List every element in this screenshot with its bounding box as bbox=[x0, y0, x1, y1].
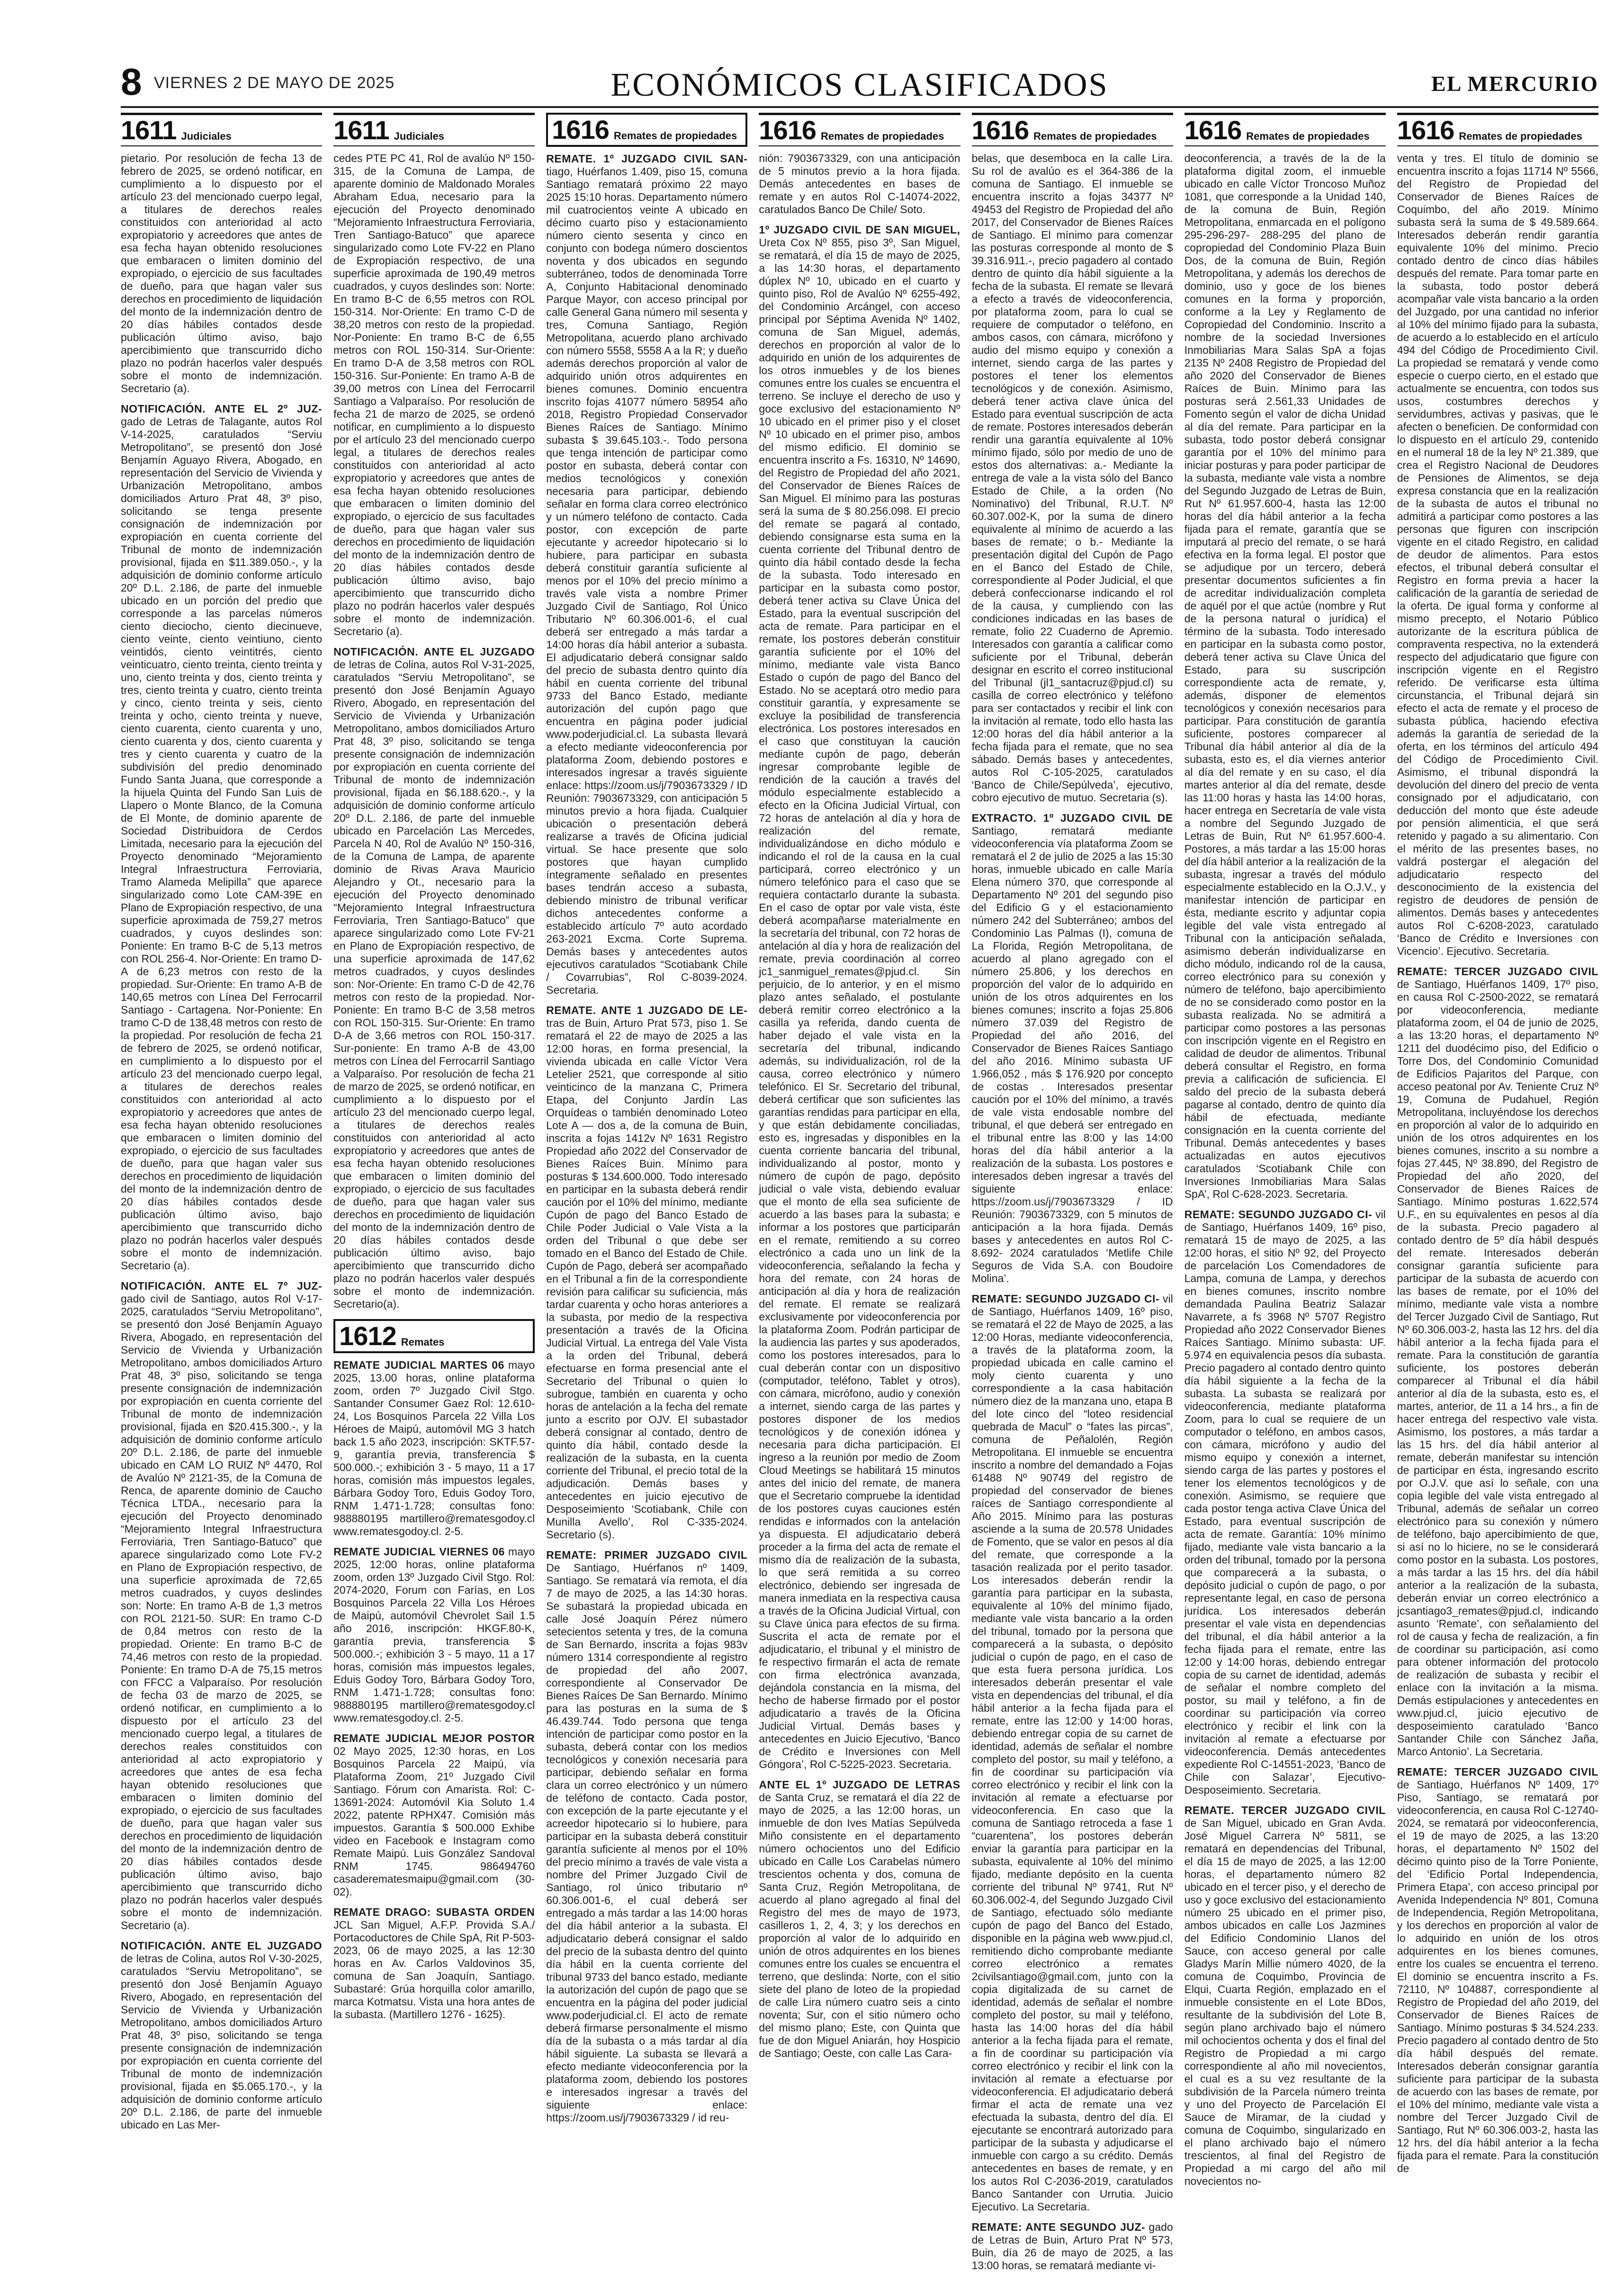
page-number: 8 bbox=[121, 61, 142, 103]
classified-ad bbox=[333, 1359, 535, 1538]
section-header bbox=[972, 113, 1173, 146]
section-header-remates bbox=[333, 1319, 535, 1353]
ad-body: cedes PTE PC 41, Rol de avalúo Nº 150-315, de la Comuna de Lampa, de aparente dominio de Maldonado Morales Abraham Edua, necesario para la ejecución del Proyecto denominado “Mejoramiento Infraestructura Ferroviaria, Tren Santiago-Batuco” que aparece singularizado como Lote FV-22 en Plano de Expropiación respectivo, de una superficie aproximada de 190,49 metros cuadrados, y cuyos deslindes son: Norte: En tramo B-C de 6,55 metros con ROL 150-314. Nor-Oriente: En tramo C-D de 38,20 metros con resto de la propiedad. Nor-Poniente: En tramo B-C de 6,55 metros con ROL 150-314. Sur-Oriente: En tramo D-A de 3,58 metros con ROL 150-316. Sur-Poniente: En tramo A-B de 39,00 metros con Línea del Ferrocarril Santiago a Valparaíso. Por resolución de fecha 21 de marzo de 2025, se ordenó notificar, en cumplimiento a lo dispuesto por el artículo 23 del mencionado cuerpo legal, a titulares de derechos reales constituidos con anterioridad al acto expropiatorio y acreedores que antes de esa fecha hayan obtenido resoluciones que embaracen o limiten dominio del expropiado, o ejercicio de sus facultades de dueño, para que hagan valer sus derechos en procedimiento de liquidación del monto de la indemnización dentro de 20 días hábiles contados desde publicación último aviso, bajo apercibimiento que transcurrido dicho plazo no podrán hacerlos valer después sobre el monto de indemnización. Secretario (a). bbox=[333, 152, 535, 638]
section-label: Judiciales bbox=[181, 130, 232, 142]
section-label: Remates de propiedades bbox=[1246, 130, 1370, 142]
column-5 bbox=[971, 113, 1173, 2272]
section-header bbox=[1397, 113, 1598, 146]
classified-ad bbox=[972, 2221, 1173, 2272]
section-number: 1616 bbox=[971, 115, 1029, 145]
newspaper-brand: EL MERCURIO bbox=[1431, 72, 1598, 96]
section-label: Remates de propiedades bbox=[613, 130, 737, 142]
ad-body: venta y tres. El título de dominio se encuentra inscrito a fojas 11714 Nº 5566, del Registro de Propiedad del Conservador de Bienes Raíces de Coquimbo, del año 2019. Mínimo subasta será la suma de $ 49.589.664. Interesados deberán rendir garantía equivalente 10% del mínimo. Precio contado dentro de cinco días hábiles después del remate. Para tomar parte en la subasta, todo postor deberá acompañar vale vista bancario a la orden del Juzgado, por una cantidad no inferior al 10% del mínimo fijado para la subasta, de acuerdo a lo establecido en el artículo 494 del Código de Procedimiento Civil. La propiedad se rematará y vende como especie o cuerpo cierto, en el estado que actualmente se encuentra, con todos sus usos, costumbres derechos y servidumbres, activas y pasivas, que le afecten o beneficien. De conformidad con lo dispuesto en el artículo 29, contenido en el numeral 18 de la ley Nº 21.389, que crea el Registro Nacional de Deudores de Pensiones de Alimentos, se deja expresa constancia que en la realización de la subasta de autos el tribunal no admitirá a participar como postores a las personas que figuren con inscripción vigente en el citado Registro, en calidad de deudor de alimentos. Para estos efectos, el tribunal deberá consultar el Registro en forma previa a hacer la calificación de la garantía de seriedad de la oferta. De igual forma y conforme al mismo precepto, el Notario Público autorizante de la escritura pública de compraventa respectiva, no la extenderá respecto del adjudicatario que figure con inscripción vigente en el Registro referido. De verificarse esta última circunstancia, el Tribunal dejará sin efecto el acta de remate y el proceso de subasta pública, haciendo efectiva además la garantía de seriedad de la oferta, en los términos del artículo 494 del Código de Procedimiento Civil. Asimismo, el tribunal dispondrá la devolución del dinero del precio de venta consignado por el adjudicatario, con deducción del monto que éste adeude por pensión alimenticia, el que será retenido y pagado a su alimentario. Con el mérito de las presentes bases, no valdrá postergar el alegación del adjudicatario respecto del desconocimiento de la existencia del registro de deudores de pensión de alimentos. Demás bases y antecedentes autos Rol C-6208-2023, caratulado ‘Banco de Crédito e Inversiones con Vicencio’. Ejecutivo. Secretaria. bbox=[1397, 152, 1598, 957]
section-label: Judiciales bbox=[394, 130, 445, 142]
classified-ad bbox=[546, 1549, 747, 2124]
ad-body: de Santa Cruz, se rematará el día 22 de mayo de 2025, a las 12:00 horas, un inmueble de don Ives Matías Sepúlveda Miño consistente en el departamento número ochocientos uno del Edificio ubicado en Calle Los Carabelas número trescientos ochenta y dos, comuna de Santa Cruz, Región Metropolitana, de acuerdo al plano agregado al final del Registro del mes de mayo de 1973, casilleros 1, 2, 4, 3; y los derechos en proporción al valor de lo adquirido en unión de otros adquirentes en los bienes comunes entre los cuales se encuentra el terreno, que deslinda: Norte, con el sitio siete del plano de loteo de la propiedad de calle Lira número cuatro seis a cinto noventa; Sur, con el sitio número ocho del mismo plano; Este, con Quinta que fue de don Miguel Aniarán, hoy Hospicio de Santiago; Oeste, con calle Las Cara- bbox=[759, 1791, 960, 2059]
classified-ad bbox=[121, 403, 322, 1272]
classified-ad bbox=[121, 1280, 322, 1932]
ad-title: REMATE DRAGO: SUBASTA ORDEN bbox=[333, 1906, 535, 1918]
ad-title: REMATE JUDICIAL MARTES 06 bbox=[333, 1359, 504, 1371]
ad-body: pietario. Por resolución de fecha 13 de febrero de 2025, se ordenó notificar, en cumplimiento a lo dispuesto por el artículo 23 del mencionado cuerpo legal, a titulares de derechos reales constituidos con anterioridad al acto expropiatorio y acreedores que antes de esa fecha hayan obtenido resoluciones que embaracen o limiten dominio del expropiado, o ejercicio de sus facultades de dueño, para que hagan valer sus derechos en procedimiento de liquidación del monto de la indemnización dentro de 20 días hábiles contados desde publicación último aviso, bajo apercibimiento que transcurrido dicho plazo no podrán hacerlos valer después sobre el monto de indemnización. Secretario (a). bbox=[121, 152, 323, 395]
ad-title: EXTRACTO. 1º JUZGADO CIVIL DE bbox=[971, 812, 1173, 824]
classified-ad bbox=[1397, 965, 1598, 1758]
ad-body: Santiago, rematará mediante videoconferencia vía plataforma Zoom se rematará el 2 de julio de 2025 a las 15:30 horas, inmueble ubicado en calle María Elena número 370, que corresponde al Departamento Nº 201 del segundo piso del Edificio G y el estacionamiento número 242 del Subterráneo; ambos del Condominio Las Palmas (I), comuna de La Florida, Región Metropolitana, de acuerdo al plano agregado con el número 25.806, y los derechos en proporción del valor de lo adquirido en unión de los otros adquirentes en los bienes comunes; inscrito a fojas 25.806 número 37.039 del Registro de Propiedad del año 2016, del Conservador de Bienes Raíces Santiago del año 2016. Mínimo subasta UF 1.966,052 , más $ 176.920 por concepto de costas . Interesados presentar caución por el 10% del mínimo, a través de vale vista endosable nombre del tribunal, el que deberá ser entregado en el tribunal entre las 8:00 y las 14:00 horas del día hábil anterior a la realización de la subasta. Los postores e interesados deben ingresar a través del siguiente enlace: https://zoom.us/j/7903673329 / ID Reunión: 7903673329, con 5 minutos de anticipación a la hora fijada. Demás bases y antecedentes en autos Rol C-8.692- 2024 caratulados ‘Metlife Chile Seguros de Vida S.A. con Boudoire Molina’. bbox=[971, 825, 1173, 1284]
classified-ad bbox=[333, 646, 535, 1311]
classified-ad bbox=[759, 224, 960, 1771]
section-number: 1611 bbox=[121, 115, 177, 145]
column-6 bbox=[1184, 113, 1386, 2187]
ad-body: de San Miguel, ubicado en Gran Avda. José Miguel Carrera Nº 5811, se rematará en dependencias del Tribunal, el día 15 de mayo de 2025, a las 12:00 horas, el departamento número 82 ubicado en el tercer piso, y el derecho de uso y goce exclusivo del estacionamiento número 25 ubicado en el primer piso, ambos ubicados en calle Los Jazmines del Edificio Condominio Llanos del Sauce, con acceso general por calle Gladys Marín Millie número 4020, de la comuna de Coquimbo, Provincia de Elqui, Cuarta Región, emplazado en el inmueble consistente en el Lote BDos, resultante de la subdivisión del Lote B, según plano archivado bajo el número mil ochocientos ochenta y dos el final del Registro de Propiedad a mi cargo correspondiente al año mil novecientos, el cual es a su vez resultante de la subdivisión de la Parcela número treinta y uno del Proyecto de Parcelación El Sauce de Miramar, de la ciudad y comuna de Coquimbo, singularizado en el plano archivado bajo el número trescientos, al final del Registro de Propiedad a mi cargo del año mil novecientos no- bbox=[1184, 1817, 1386, 2187]
ad-body: tiago, Huérfanos 1.409, piso 15, comuna Santiago rematará próximo 22 mayo 2025 15:10 horas. Departamento número mil cuatrocientos veinte A ubicado en décimo cuarto piso y estacionamiento número ciento sesenta y cinco en conjunto con bodega número doscientos noventa y dos ubicados en segundo subterráneo, todos de denominada Torre A, Conjunto Habitacional denominado Parque Mayor, con acceso principal por calle General Gana número mil sesenta y tres, Comuna Santiago, Región Metropolitana, acuerdo plano archivado con número 5558, 5558 A a la R; y dueño además derechos proporción al valor de adquirido unión otros adquirentes en bienes comunes. Dominio encuentra inscrito fojas 41077 número 58954 año 2018, Registro Propiedad Conservador Bienes Raíces de Santiago. Mínimo subasta $ 39.645.103.-. Todo persona que tenga intención de participar como postor en subasta, deberá contar con medios tecnológicos y conexión necesaria para participar, debiendo señalar en forma clara correo electrónico y un número teléfono de contacto. Cada postor, con excepción de parte ejecutante y acreedor hipotecario si lo hubiere, para participar en subasta deberá constituir garantía suficiente al menos por el 10% del precio mínimo a través vale vista a nombre Primer Juzgado Civil de Santiago, Rol Único Tributario Nº 60.306.001-6, el cual deberá ser entregado a más tardar a 14:00 horas día hábil anterior a subasta. El adjudicatario deberá consignar saldo del precio de subasta dentro quinto día hábil en cuenta corriente del tribunal 9733 del Banco Estado, mediante autorización del cupón pago que encuentra en página poder judicial www.poderjudicial.cl. La subasta llevará a efecto mediante videoconferencia por plataforma Zoom, debiendo postores e interesados ingresar a través siguiente enlace: https://zoom.us/j/7903673329 / ID Reunión: 7903673329, con anticipación 5 minutos previo a hora fijada. Cualquier ubicación o presentación deberá realizarse a través de Oficina judicial virtual. Se hace presente que solo postores que hayan cumplido íntegramente señalado en presentes bases tendrán acceso a subasta, debiendo ministro de tribunal verificar dichos antecedentes conforme a establecido artículo 7º auto acordado 263-2021 Excma. Corte Suprema. Demás bases y antecedentes autos ejecutivos caratulados “Scotiabank Chile / Covarrubias”, Rol C-8039-2024. Secretaria. bbox=[546, 165, 748, 996]
ad-title: REMATE. TERCER JUZGADO CIVIL bbox=[1184, 1804, 1386, 1816]
ad-title: REMATE: TERCER JUZGADO CIVIL bbox=[1397, 1766, 1598, 1778]
ad-title: NOTIFICACIÓN. ANTE EL 2º JUZ- bbox=[121, 403, 323, 415]
ad-body: 02 Mayo 2025, 12:30 horas, en Los Bosquinos Parcela 22 Maipú, vía Plataforma Zoom, 21º Juzgado Civil Santiago. Fórum con Amarista. Rol: C-13691-2024: Automóvil Kia Soluto 1.4 2022, patente RPHX47. Comisión más impuestos. Garantía $ 500.000 Exhibe video en Facebook e Instagram como Remate Maipú. Luis González Sandoval RNM 1745. 986494760 casaderematesmaipu@gmail.com (30-02). bbox=[333, 1745, 535, 1898]
section-header bbox=[333, 113, 535, 146]
ad-title: ANTE EL 1º JUZGADO DE LETRAS bbox=[759, 1778, 960, 1791]
ad-body: vil de Santiago, Huérfanos 1409, 16º piso, se rematará el 22 de Mayo de 2025, a las 12:00 Horas, mediante videoconferencia, a través de la plataforma zoom, la propiedad ubicada en calle camino el moly ciento cuarenta y uno correspondiente a la casa habitación número diez de la manzana uno, etapa B del lote cinco del “loteo residencial quebrada de Macul” o “fates las pircas”, comuna de Peñalolén, Región Metropolitana. El inmueble se encuentra inscrito a nombre del demandado a Fojas 61488 Nº 90749 del registro de propiedad del conservador de bienes raíces de Santiago correspondiente al Año 2015. Mínimo para las posturas asciende a la suma de 20.578 Unidades de Fomento, que se valor en pesos al día del remate, que corresponde a la tasación realizada por el perito tasador. Los interesados deberán rendir la garantía para participar en la subasta, equivalente al 10% del mínimo fijado, mediante vale vista bancario a la orden del tribunal, tomado por la persona que comparecerá a la subasta, o depósito judicial o cupón de pago, en el caso de que esta fuera persona jurídica. Los interesados deberán presentar el vale vista en dependencias del tribunal, el día hábil anterior a la fecha fijada para el remate, entre las 12:00 y 14:00 horas, debiendo entregar copia de su carnet de identidad, además de señalar el nombre completo del postor, su mail y teléfono, a fin de coordinar su participación vía correo electrónico y recibir el link con la invitación al remate a efectuarse por videoconferencia. En caso que la comuna de Santiago retroceda a fase 1 “cuarentena”, los postores deberán enviar la garantía para participar en la subasta, equivalente al 10% del mínimo fijado, mediante depósito en la cuenta corriente del tribunal Nº 9741, Rut Nº 60.306.002-4, del Segundo Juzgado Civil de Santiago, efectuado sólo mediante cupón de pago del Banco del Estado, disponible en la página web www.pjud.cl, remitiendo dicho comprobante mediante correo electrónico a remates 2civilsantiago@gmail.com, junto con la copia digitalizada de su carnet de identidad, además de señalar el nombre completo del postor, su mail y teléfono, hasta las 14:00 horas del día hábil anterior a la fecha fijada para el remate, a fin de coordinar su participación vía correo electrónico y recibir el link con la invitación al remate a efectuarse por videoconferencia. El adjudicatario deberá firmar el acta de remate una vez efectuada la subasta, dentro del día. El ejecutante se encontrará autorizado para participar de la subasta y adjudicarse el inmueble con cargo a su crédito. Demás antecedentes en bases de remate, y en los autos Rol C-2036-2019, caratulados Banco Santander con Urrutia. Juicio Ejecutivo. La Secretaria. bbox=[971, 1293, 1173, 2213]
ad-title: REMATE JUDICIAL MEJOR POSTOR bbox=[333, 1732, 535, 1744]
ad-body: JCL San Miguel, A.F.P. Provida S.A./ Portacoductores de Chile SpA, Rit P-503-2023, 06 de mayo 2025, a las 12:30 horas en Av. Carlos Valdovinos 35, comuna de San Joaquín, Santiago. Subastaré: Grúa horquilla color amarillo, marca Kotmatsu. Vista una hora antes de la subasta. (Martillero 1276 - 1625). bbox=[333, 1919, 535, 2021]
ad-body: De Santiago, Huérfanos nº 1409, Santiago. Se rematará vía remota, el día 7 de mayo de 2025, a las 14:30 horas. Se subastará la propiedad ubicada en calle José Joaquín Pérez número setecientos setenta y tres, de la comuna de San Bernardo, inscrita a fojas 983v número 1314 correspondiente al registro de propiedad del año 2007, correspondiente al Conservador De Bienes Raíces De San Bernardo. Mínimo para las posturas en la suma de $ 46.439.744. Todo persona que tenga intención de participar como postor en la subasta, deberá contar con los medios tecnológicos y conexión necesaria para participar, debiendo señalar en forma clara un correo electrónico y un número de teléfono de contacto. Cada postor, con excepción de la parte ejecutante y el acreedor hipotecario si lo hubiere, para participar en la subasta deberá constituir garantía suficiente al menos por el 10% del precio mínimo a través de vale vista a nombre del Primer Juzgado Civil de Santiago, rol único tributario nº 60.306.001-6, el cual deberá ser entregado a más tardar a las 14:00 horas del día hábil anterior a la subasta. El adjudicatario deberá consignar el saldo del precio de la subasta dentro del quinto día hábil en la cuenta corriente del tribunal 9733 del banco estado, mediante la autorización del cupón de pago que se encuentra en la página del poder judicial www.poderjudicial.cl. El acto de remate deberá firmarse personalmente el mismo día de la subasta o a más tardar al día hábil siguiente. La subasta se llevará a efecto mediante videoconferencia por la plataforma zoom, debiendo los postores e interesados ingresar a través del siguiente enlace: https://zoom.us/j/7903673329 / id reu- bbox=[546, 1562, 748, 2124]
classified-ad bbox=[121, 152, 322, 395]
classified-ad bbox=[333, 1732, 535, 1898]
section-label: Remates de propiedades bbox=[1459, 130, 1582, 142]
classified-ad bbox=[333, 152, 535, 638]
ad-body: gado civil de Santiago, autos Rol V-17-2025, caratulados “Serviu Metropolitano”, se presentó don José Benjamín Aguayo Rivera, Abogado, en representación del Servicio de Vivienda y Urbanización Metropolitano, ambos domiciliados Arturo Prat 48, 3º piso, solicitando se tenga presente consignación de indemnización por expropiación en cuenta corriente del Tribunal de monto de indemnización provisional, fijada en $20.415.300.-, y la adquisición de dominio conforme artículo 20º D.L. 2.186, de parte del inmueble ubicado en CAM LO RUIZ Nº 4470, Rol de Avalúo Nº 2121-35, de la Comuna de Renca, de aparente dominio de Caucho Técnica LTDA., necesario para la ejecución del Proyecto denominado “Mejoramiento Integral Infraestructura Ferroviaria, Tren Santiago-Batuco” que aparece singularizado como Lote FV-2 en Plano de Expropiación respectivo, de una superficie aproximada de 72,65 metros cuadrados, y cuyos deslindes son: Norte: En tramo A-B de 1,3 metros con ROL 2121-50. SUR: En tramo C-D de 0,84 metros con resto de la propiedad. Oriente: En tramo B-C de 74,46 metros con resto de la propiedad. Poniente: En tramo D-A de 75,15 metros con FFCC a Valparaíso. Por resolución de fecha 03 de marzo de 2025, se ordenó notificar, en cumplimiento a lo dispuesto por el artículo 23 del mencionado cuerpo legal, a titulares de derechos reales constituidos con anterioridad al acto expropiatorio y acreedores que antes de esa fecha hayan obtenido resoluciones que embaracen o limiten dominio del expropiado, o ejercicio de sus facultades de dueño, para que hagan valer sus derechos en procedimiento de liquidación del monto de la indemnización dentro de 20 días hábiles contados desde publicación último aviso, bajo apercibimiento que transcurrido dicho plazo no podrán hacerlos valer después sobre el monto de indemnización. Secretario (a). bbox=[121, 1293, 323, 1931]
ad-body: de Santiago, Huérfanos 1409, 17º piso, en causa Rol C-2500-2022, se rematará por videoconferencia, mediante plataforma zoom, el 04 de junio de 2025, a las 13:20 horas, el departamento Nº 1211 del duodécimo piso, del Edificio o Torre Dos, del Condominio Comunidad de Edificios Pajaritos del Parque, con acceso peatonal por Av. Teniente Cruz Nº 19, Comuna de Pudahuel, Región Metropolitana, incluyéndose los derechos en proporción al valor de lo adquirido en unión de los otros adquirentes en los bienes comunes, inscrito a su nombre a fojas 27.445, Nº 38.890, del Registro de Propiedad del año 2020, del Conservador de Bienes Raíces de Santiago. Mínimo posturas 1.622,574 U.F., en su equivalentes en pesos al día de la subasta. Precio pagadero al contado dentro de 5º día hábil después del remate. Interesados deberán consignar garantía suficiente para participar de la subasta de acuerdo con las bases de remate, por el 10% del mínimo, mediante vale vista a nombre del Tercer Juzgado Civil de Santiago, Rut Nº 60.306.003-2, hasta las 12 hrs. del día hábil anterior a la fecha fijada para el remate. Para la constitución de garantía suficiente, los postores deberán comparecer al Tribunal el día hábil anterior al día de la subasta, esto es, el martes, anterior, de 11 a 14 hrs., a fin de hacer entrega del respectivo vale vista. Asimismo, los postores, a más tardar a las 15 hrs. del día hábil anterior al remate, deberán manifestar su intención de participar en ésta, ingresando escrito por O.J.V. que así lo señale, con una copia legible del vale vista entregado al Tribunal, además de señalar un correo electrónico para su conexión y número de teléfono, bajo apercibimiento de que, si así no lo hiciere, no se le considerará como postor en la subasta. Los postores, a más tardar a las 15 hrs. del día hábil anterior a la realización de la subasta, deberán enviar un correo electrónico a jcsantiago3_remates@pjud.cl, indicando asunto ‘Remate’, con señalamiento del rol de causa y fecha de realización, a fin de coordinar su participación, así como para obtener información del protocolo de realización de subasta y recibir el enlace con la invitación a la misma. Demás estipulaciones y antecedentes en www.pjud.cl, juicio ejecutivo de desposeimiento caratulado ‘Banco Santander Chile con Sánchez Jaña, Marco Antonio’. La Secretaria. bbox=[1397, 978, 1598, 1758]
classified-ad bbox=[1184, 1804, 1386, 2188]
classified-ad bbox=[759, 152, 960, 216]
ad-title: REMATE: PRIMER JUZGADO CIVIL bbox=[546, 1549, 748, 1561]
classified-ad bbox=[1184, 152, 1386, 1201]
section-header bbox=[546, 113, 747, 147]
ad-body: Ureta Cox Nº 855, piso 3º, San Miguel, se rematará, el día 15 de mayo de 2025, a las 14:30 horas, el departamento dúplex Nº 10, ubicado en el cuarto y quinto piso, Rol de Avalúo Nº 6255-492, del Condominio Arcángel, con acceso principal por Séptima Avenida Nº 1402, comuna de San Miguel, además, derechos en proporción al valor de lo adquirido en unión de los adquirentes de los otros inmuebles y de los bienes comunes entre los cuales se encuentra el terreno. Se incluye el derecho de uso y goce exclusivo del estacionamiento Nº 10 ubicado en el primer piso y el closet Nº 10 ubicado en el primer piso, ambos del mismo edificio. El dominio se encuentra inscrito a Fs. 16310, Nº 14690, del Registro de Propiedad del año 2021, del Conservador de Bienes Raíces de San Miguel. El mínimo para las posturas será la suma de $ 80.256.098. El precio del remate se pagará al contado, debiendo consignarse esta suma en la cuenta corriente del Tribunal dentro de quinto día hábil contado desde la fecha de la subasta. Todo interesado en participar en la subasta como postor, deberá tener activa su Clave Única del Estado, para la eventual suscripción del acta de remate. Para participar en el remate, los postores deberán constituir garantía suficiente por el 10% del mínimo, mediante vale vista Banco Estado o cupón de pago del Banco del Estado. No se aceptará otro medio para constituir garantía, y expresamente se excluye la posibilidad de transferencia electrónica. Los postores interesados en el caso que constituyan la caución mediante cupón de pago, deberán ingresar comprobante legible de rendición de la caución a través del módulo especialmente establecido a efecto en la Oficina Judicial Virtual, con 72 horas de antelación al día y hora de realización del remate, individualizándose en dicho módulo e indicando el rol de la causa en la cual participará, correo electrónico y un número telefónico para el caso que se requiera contactarlo durante la subasta. En el caso de optar por vale vista, éste deberá acompañarse materialmente en la secretaría del tribunal, con 72 horas de antelación al día y hora de realización del remate, previa coordinación al correo jc1_sanmiguel_remates@pjud.cl. Sin perjuicio, de lo anterior, y en el mismo plazo antes señalado, el postulante deberá remitir correo electrónico a la casilla ya referida, dando cuenta de haber dejado el vale vista en la secretaría del tribunal, indicando además, su individualización, rol de la causa, correo electrónico y número telefónico. El Sr. Secretario del tribunal, deberá certificar que son suficientes las garantías rendidas para participar en ella, y que están debidamente conciliadas, esto es, ingresadas y disponibles en la cuenta corriente bancaria del tribunal, individualizando al postor, monto y número de cupón de pago, depósito judicial o vale vista, debiendo evaluar que el monto de ella sea suficiente de acuerdo a las bases para la subasta; e informar a los postores que participarán en el remate, remitiendo a su correo electrónico a cada uno un link de la videoconferencia, señalando la fecha y hora del remate, con 24 horas de anticipación al día y hora de realización del remate. El remate se realizará exclusivamente por videoconferencia por la plataforma Zoom. Podrán participar de la audiencia las partes y sus apoderados, como los postores interesados, para lo cual deberán contar con un dispositivo (computador, teléfono, Tablet y otros), con cámara, micrófono, audio y conexión a internet, siendo carga de las partes y postores disponer de los medios tecnológicos y de conexión idónea y necesaria para dicha participación. El ingreso a la reunión por medio de Zoom Cloud Meetings se habilitará 15 minutos antes del inicio del remate, de manera que el Secretario compruebe la identidad de los postores cuyas cauciones estén rendidas e informados con la antelación ya dispuesta. El adjudicatario deberá proceder a la firma del acta de remate el mismo día de realización de la subasta, lo que será remitida a su correo electrónico, debiendo ser ingresada de manera inmediata en la respectiva causa a través de la Oficina Judicial Virtual, con su Clave única para efectos de su firma. Suscrita el acta de remate por el adjudicatario, el tribunal y el ministro de fe respectivo firmarán el acta de remate con firma electrónica avanzada, dejándola constancia en la misma, del hecho de haberse firmado por el postor adjudicatario a través de la Oficina Judicial Virtual. Demás bases y antecedentes en Juicio Ejecutivo, ‘Banco de Crédito e Inversiones con Mell Góngora’, Rol C-5225-2023. Secretaria. bbox=[759, 236, 960, 1770]
column-4 bbox=[759, 113, 960, 2059]
classified-ad bbox=[546, 153, 747, 997]
ad-body: mayo 2025, 12:00 horas, online plataforma zoom, orden 13º Juzgado Civil Stgo. Rol: 2074-2020, Forum con Farías, en Los Bosquinos Parcela 22 Villa Los Héroes de Maipú, automóvil Chevrolet Sail 1.5 año 2016, inscripción: HKGF.80-K, garantía previa, transferencia $ 500.000.-; exhibición 3 - 5 mayo, 11 a 17 horas, comisión más impuestos legales, Eduis Godoy Toro, Bárbara Godoy Toro, RNM 1.471-1.728; consultas fono: 988880195 martillero@rematesgodoy.cl www.rematesgodoy.cl. 2-5. bbox=[333, 1545, 535, 1724]
classified-ad bbox=[759, 1778, 960, 2060]
section-label: Remates bbox=[401, 1336, 445, 1348]
classified-ad bbox=[1184, 1208, 1386, 1796]
column-7 bbox=[1397, 113, 1598, 2174]
issue-date: VIERNES 2 DE MAYO DE 2025 bbox=[154, 74, 395, 92]
ad-body: vil de Santiago, Huérfanos 1409, 16º piso, rematará 15 de mayo de 2025, a las 12:00 horas, el sitio Nº 92, del Proyecto de parcelación Los Comendadores de Lampa, comuna de Lampa, y derechos en bienes comunes, inscrito nombre demandada Paulina Beatriz Salazar Navarrete, a fs 3968 Nº 5707 Registro Propiedad año 2022 Conservador Bienes Raíces Santiago. Mínimo subasta: UF. 5.974 en equivalencia pesos día subasta. Precio pagadero al contado dentro quinto día hábil siguiente a la fecha de la subasta. La subasta se realizará por videoconferencia, mediante plataforma Zoom, para lo cual se requiere de un computador o teléfono, en ambos casos, con cámara, micrófono y audio del mismo equipo y conexión a internet, siendo carga de las partes y postores el tener los elementos tecnológicos y de conexión. Asimismo, se requiere que cada postor tenga activa Clave Única del Estado, para eventual suscripción de acta de remate. Garantía: 10% mínimo fijado, mediante vale vista bancario a la orden del tribunal, tomado por la persona que comparecerá a la subasta, o depósito judicial o cupón de pago, o por representante legal, en caso de persona jurídica. Los interesados deberán presentar el vale vista en dependencias del tribunal, el día hábil anterior a la fecha fijada para el remate, entre las 12:00 y 14:00 horas, debiendo entregar copia de su carnet de identidad, además de señalar el nombre completo del postor, su mail y teléfono, a fin de coordinar su participación vía correo electrónico y recibir el link con la invitación al remate a efectuarse por videoconferencia. Demás antecedentes expediente Rol C-14551-2023, ‘Banco de Chile con Salazar’, Ejecutivo- Desposeimiento. Secretaria. bbox=[1184, 1208, 1386, 1796]
ad-body: deoconferencia, a través de la de la plataforma digital zoom, el inmueble ubicado en calle Víctor Troncoso Muñoz 1081, que corresponde a la Unidad 140, de la comuna de Buin, Región Metropolitana, enmarcada en el polígono 295-296-297- 288-295 del plano de copropiedad del Condominio Plaza Buin Dos, de la comuna de Buin, Región Metropolitana, y además los derechos de dominio, uso y goce de los bienes comunes en la forma y proporción, conforme a la Ley y Reglamento de Copropiedad del Condominio. Inscrito a nombre de la sociedad Inversiones Inmobiliarias Mara Salas SpA a fojas 2135 Nº 2408 Registro de Propiedad del año 2020 del Conservador de Bienes Raíces de Buin. Mínimo para las posturas será 2.561,33 Unidades de Fomento según el valor de dicha Unidad al día del remate. Para participar en la subasta, todo postor deberá consignar garantía por el 10% del mínimo para iniciar posturas y para poder participar de la subasta, mediante vale vista a nombre del Segundo Juzgado de Letras de Buin, Rut Nº 61.957.600-4, hasta las 12:00 horas del día hábil anterior a la fecha fijada para el remate, garantía que se imputará al precio del remate, o se hará efectiva en la forma legal. El postor que se adjudique por un tercero, deberá presentar documentos suficientes a fin de acreditar individualización completa de aquél por el que actúe (nombre y Rut de la persona natural o jurídica) el término de la subasta. Todo interesado en participar en la subasta como postor, deberá tener activa su Clave Única del Estado, para su suscripción correspondiente acta de remate, y, además, disponer de elementos tecnológicos y conexión necesarios para participar. Para constitución de garantía suficiente, postores comparecer al Tribunal día hábil anterior al día de la subasta, esto es, el día viernes anterior al día del remate y en su caso, el día martes anterior al día del remate, desde las 11:00 horas y hasta las 14:00 horas, hacer entrega en Secretaría de vale vista a nombre del Segundo Juzgado de Letras de Buin, Rut Nº 61.957.600-4. Postores, a más tardar a las 15:00 horas del día hábil anterior a la realización de la subasta, ingresar a través del módulo especialmente establecido en la O.J.V., y manifestar intención de participar en ésta, mediante escrito y adjuntar copia legible del vale vista entregado al Tribunal con la anticipación señalada, asimismo deberán individualizarse en dicho módulo, indicando rol de la causa, correo electrónico para su conexión y número de teléfono, bajo apercibimiento de no se considerado como postor en la subasta realizada. No se admitirá a participar como postores a las personas con inscripción vigente en el Registro en calidad de deudor de alimentos. Tribunal deberá consultar el Registro, en forma previa a calificación de suficiencia. El saldo del precio de la subasta deberá pagarse al contado, dentro de quinto día hábil de efectuada, mediante consignación en la cuenta corriente del Tribunal. Demás antecedentes y bases actualizadas en autos ejecutivos caratulados ‘Scotiabank Chile con Inversiones Inmobiliarias Mara Salas SpA’, Rol C-628-2023. Secretaria. bbox=[1184, 152, 1386, 1200]
ad-body: gado de Letras de Talagante, autos Rol V-14-2025, caratulados “Serviu Metropolitano”, se presentó don José Benjamín Aguayo Rivera, Abogado, en representación del Servicio de Vivienda y Urbanización Metropolitano, ambos domiciliados Arturo Prat 48, 3º piso, solicitando se tenga presente consignación de indemnización por expropiación en cuenta corriente del Tribunal de monto de indemnización provisional, fijada en $11.389.050.-, y la adquisición de dominio conforme artículo 20º D.L. 2.186, de parte del inmueble ubicado en un porción del predio que corresponde a las parcelas números ciento dieciocho, ciento diecinueve, ciento veinte, ciento veintiuno, ciento veintidós, ciento veintitrés, ciento veinticuatro, ciento treinta, ciento treinta y uno, ciento treinta y dos, ciento treinta y tres, ciento treinta y cuatro, ciento treinta y cinco, ciento treinta y seis, ciento treinta y ocho, ciento treinta y nueve, ciento cuarenta, ciento cuarenta y uno, ciento cuarenta y dos, ciento cuarenta y tres y ciento cuarenta y cuatro de la subdivisión del predio denominado Fundo Santa Juana, que corresponde a la hijuela Quinta del Fundo San Luis de Llapero o Monte Blanco, de la Comuna de El Monte, de dominio aparente de Sociedad Distribuidora de Cerdos Limitada, necesario para la ejecución del Proyecto denominado “Mejoramiento Integral Infraestructura Ferroviaria, Tramo Alameda Melipilla” que aparece singularizado como Lote CAM-39E en Plano de Expropiación respectivo, de una superficie aproximada de 759,27 metros cuadrados, y cuyos deslindes son: Poniente: En tramo B-C de 5,13 metros con ROL 256-4. Nor-Oriente: En tramo D-A de 6,23 metros con resto de la propiedad. Sur-Oriente: En tramo A-B de 140,65 metros con Línea Del Ferrocarril Santiago - Cartagena. Nor-Poniente: En tramo C-D de 138,48 metros con resto de la propiedad. Por resolución de fecha 21 de febrero de 2025, se ordenó notificar, en cumplimiento a lo dispuesto por el artículo 23 del mencionado cuerpo legal, a titulares de derechos reales constituidos con anterioridad al acto expropiatorio y acreedores que antes de esa fecha hayan obtenido resoluciones que embaracen o limiten dominio del expropiado, o ejercicio de sus facultades de dueño, para que hagan valer sus derechos en procedimiento de liquidación del monto de la indemnización dentro de 20 días hábiles contados desde publicación último aviso, bajo apercibimiento que transcurrido dicho plazo no podrán hacerlos valer después sobre el monto de indemnización. Secretario (a). bbox=[121, 415, 323, 1272]
ad-title: REMATE: SEGUNDO JUZGADO CI- bbox=[971, 1293, 1160, 1305]
section-number: 1616 bbox=[759, 115, 816, 145]
classified-ad bbox=[546, 1004, 747, 1541]
classified-ad bbox=[333, 1545, 535, 1724]
ad-title: 1º JUZGADO CIVIL DE SAN MIGUEL, bbox=[759, 224, 960, 236]
masthead bbox=[121, 61, 1598, 108]
ad-body: tras de Buin, Arturo Prat 573, piso 1. Se rematará el 22 de mayo de 2025 a las 12:00 horas, en forma presencial, la vivienda ubicada en calle Víctor Vera Letelier 2521, que corresponde al sitio veinticinco de la manzana C, Primera Etapa, del Conjunto Jardín Las Orquídeas o también denominado Loteo Lote A — dos a, de la comuna de Buin, inscrita a fojas 1412v Nº 1631 Registro Propiedad año 2022 del Conservador de Bienes Raíces Buin. Mínimo para posturas $ 134.600.000. Todo interesado en participar en la subasta deberá rendir caución por el 10% del mínimo, mediante Cupón de pago del Banco Estado de Chile Poder Judicial o Vale Vista a la orden del Tribunal o que debe ser tomado en el Banco del Estado de Chile. Cupón de Pago, deberá ser acompañado en el Tribunal a fin de la correspondiente revisión para calificar su suficiencia, más tardar cuarenta y ocho horas anteriores a la subasta, por medio de la respectiva presentación a través de la Oficina Judicial Virtual. La entrega del Vale Vista a la orden del Tribunal, deberá efectuarse en forma presencial ante el Secretario del Tribunal o quien lo subrogue, también en cuarenta y ocho horas de antelación a la fecha del remate junto a escrito por OJV. El subastador deberá consignar al contado, dentro de quinto día hábil, contado desde la realización de la subasta, en la cuenta corriente del Tribunal, el precio total de la adjudicación. Demás bases y antecedentes en juicio ejecutivo de Desposeimiento ‘Scotiabank, Chile con Munilla Avello’, Rol C-335-2024. Secretario (s). bbox=[546, 1017, 748, 1541]
classified-ad bbox=[972, 152, 1173, 804]
ad-title: NOTIFICACIÓN. ANTE EL JUZGADO bbox=[333, 646, 535, 658]
column-1 bbox=[121, 113, 323, 2131]
section-number: 1611 bbox=[333, 115, 389, 145]
ad-title: NOTIFICACIÓN. ANTE EL 7º JUZ- bbox=[121, 1280, 323, 1292]
column-3 bbox=[546, 113, 748, 2124]
classified-ad bbox=[972, 812, 1173, 1285]
ad-body: de Santiago, Huérfanos Nº 1409, 17º Piso, Santiago, se rematará por videoconferencia, en causa Rol C-12740-2024, se rematará por videoconferencia, el 19 de mayo de 2025, a las 13:20 horas, el departamento Nº 1502 del décimo quinto piso de la Torre Poniente, del ‘Edificio Portal Independencia, Primera Etapa’, con acceso principal por Avenida Independencia Nº 801, Comuna de Independencia, Región Metropolitana, y los derechos en proporción al valor de lo adquirido en unión de los otros adquirentes en los bienes comunes, entre los cuales se encuentra el terreno. El dominio se encuentra inscrito a Fs. 72110, Nº 104887, correspondiente al Registro de Propiedad del año 2019, del Conservador de Bienes Raíces de Santiago. Mínimo posturas $ 34.524.233. Precio pagadero al contado dentro de 5to día hábil después del remate. Interesados deberán consignar garantía suficiente para participar de la subasta de acuerdo con las bases de remate, por el 10% del mínimo, mediante vale vista a nombre del Tercer Juzgado Civil de Santiago, Rut Nº 60.306.003-2, hasta las 12 hrs. del día hábil anterior a la fecha fijada para el remate. Para la constitución de bbox=[1397, 1778, 1598, 2174]
column-2 bbox=[333, 113, 535, 2021]
classified-ad bbox=[1397, 1766, 1598, 2175]
ad-body: de letras de Colina, autos Rol V-31-2025, caratulados “Serviu Metropolitano”, se presentó don José Benjamín Aguayo Rivero, Abogado, en representación del Servicio de Vivienda y Urbanización Metropolitano, ambos domiciliados Arturo Prat 48, 3º piso, solicitando se tenga presente consignación de indemnización por expropiación en cuenta corriente del Tribunal de monto de indemnización provisional, fijada en $6.188.620.-, y la adquisición de dominio conforme artículo 20º D.L. 2.186, de parte del inmueble ubicado en Parcelación Las Mercedes, Parcela N 40, Rol de Avalúo Nº 150-316, de la Comuna de Lampa, de aparente dominio de Rivas Arava Mauricio Alejandro y Ot., necesario para la ejecución del Proyecto denominado “Mejoramiento Integral Infraestructura Ferroviaria, Tren Santiago-Batuco” que aparece singularizado como Lote FV-21 en Plano de Expropiación respectivo, de una superficie aproximada de 147,62 metros cuadrados, y cuyos deslindes son: Nor-Oriente: En tramo C-D de 42,76 metros con resto de la propiedad. Nor-Poniente: En tramo B-C de 3,58 metros con ROL 150-315. Sur-Oriente: En tramo D-A de 3,66 metros con ROL 150-317. Sur-poniente: En tramo A-B de 43,00 metros con Línea del Ferrocarril Santiago a Valparaíso. Por resolución de fecha 21 de marzo de 2025, se ordenó notificar, en cumplimiento a lo dispuesto por el artículo 23 del mencionado cuerpo legal, a titulares de derechos reales constituidos con anterioridad al acto expropiatorio y acreedores que antes de esa fecha hayan obtenido resoluciones que embaracen o limiten dominio del expropiado, o ejercicio de sus facultades de dueño, para que hagan valer sus derechos en procedimiento de liquidación del monto de la indemnización dentro de 20 días hábiles contados desde publicación último aviso, bajo apercibimiento que transcurrido dicho plazo no podrán hacerlos valer después sobre el monto de indemnización. Secretario(a). bbox=[333, 658, 535, 1310]
ad-title: NOTIFICACIÓN. ANTE EL JUZGADO bbox=[121, 1940, 323, 1952]
section-number: 1612 bbox=[339, 1321, 396, 1351]
ad-title: REMATE. 1º JUZGADO CIVIL SAN- bbox=[546, 153, 748, 165]
classified-ad bbox=[333, 1906, 535, 2021]
section-label: Remates de propiedades bbox=[1033, 130, 1157, 142]
section-number: 1616 bbox=[1184, 115, 1242, 145]
classified-ad bbox=[121, 1940, 322, 2131]
ad-title: REMATE: TERCER JUZGADO CIVIL bbox=[1397, 965, 1598, 978]
section-title: ECONÓMICOS CLASIFICADOS bbox=[610, 67, 1109, 103]
ad-body: de letras de Colina, autos Rol V-30-2025, caratulados “Serviu Metropolitano”, se presentó don José Benjamín Aguayo Rivero, Abogado, en representación del Servicio de Vivienda y Urbanización Metropolitano, ambos domiciliados Arturo Prat 48, 3º piso, solicitando se tenga presente consignación de indemnización por expropiación en cuenta corriente del Tribunal de monto de indemnización provisional, fijada en $5.065.170.-, y la adquisición de dominio conforme artículo 20º D.L. 2.186, de parte del inmueble ubicado en Las Mer- bbox=[121, 1952, 323, 2131]
section-header bbox=[759, 113, 960, 146]
ad-title: REMATE: ANTE SEGUNDO JUZ- bbox=[971, 2221, 1146, 2233]
ad-title: REMATE. ANTE 1 JUZGADO DE LE- bbox=[546, 1004, 748, 1016]
classifieds-columns bbox=[121, 113, 1598, 2272]
ad-title: REMATE: SEGUNDO JUZGADO CI- bbox=[1184, 1208, 1373, 1221]
ad-body: nión: 7903673329, con una anticipación de 5 minutos previo a la hora fijada. Demás antecedentes en bases de remate y en autos Rol C-14074-2022, caratulados Banco De Chile/ Soto. bbox=[759, 152, 960, 216]
section-label: Remates de propiedades bbox=[821, 130, 944, 142]
ad-body: gado de Letras de Buin, Arturo Prat Nº 573, Buin, día 26 de mayo de 2025, a las 13:00 horas, se rematará mediante vi- bbox=[971, 2221, 1173, 2272]
section-number: 1616 bbox=[552, 115, 609, 144]
section-header bbox=[1184, 113, 1386, 146]
ad-body: mayo 2025, 13.00 horas, online plataforma zoom, orden 7º Juzgado Civil Stgo. Santander Consumer Gaez Rol: 12.610-24, Los Bosquinos Parcela 22 Villa Los Héroes de Maipú, automóvil MG 3 hatch back 1.5 año 2023, inscripción: SKTF.57-9, garantía previa, transferencia $ 500.000.-; exhibición 3 - 5 mayo, 11 a 17 horas, comisión más impuestos legales, Bárbara Godoy Toro, Eduis Godoy Toro, RNM 1.471-1.728; consultas fono: 988880195 martillero@rematesgodoy.cl www.rematesgodoy.cl. 2-5. bbox=[333, 1359, 535, 1537]
ad-body: belas, que desemboca en la calle Lira. Su rol de avalúo es el 364-386 de la comuna de Santiago. El inmueble se encuentra inscrito a fojas 34377 Nº 49453 del Registro de Propiedad del año 2017, del Conservador de Bienes Raíces de Santiago. El mínimo para comenzar las posturas corresponde al monto de $ 39.316.911.-, precio pagadero al contado dentro de quinto día hábil siguiente a la fecha de la subasta. El remate se llevará a efecto a través de videoconferencia, por plataforma zoom, para lo cual se requiere de computador o teléfono, en ambos casos, con cámara, micrófono y audio del mismo equipo y conexión a internet, siendo carga de las partes y postores el tener los elementos tecnológicos y de conexión. Asimismo, deberá tener activa clave única del Estado para eventual suscripción de acta de remate. Postores interesados deberán rendir una garantía equivalente al 10% mínimo fijado, sólo por medio de uno de estos dos alternativas: a.- Mediante la entrega de vale a la vista sólo del Banco Estado de Chile, a la orden (No Nominativo) del Tribunal, R.U.T. Nº 60.307.002-K, por la suma de dinero equivalente al mínimo de acuerdo a las bases de remate; o b.- Mediante la presentación digital del Cupón de Pago en el Banco del Estado de Chile, correspondiente al Poder Judicial, el que deberá confeccionarse indicando el rol de la causa, y cumpliendo con las condiciones indicadas en las bases de remate, folio 22 Cuaderno de Apremio. Interesados con garantía a calificar como suficiente por el Tribunal, deberán designar en escrito el correo institucional del Tribunal (jl1_santacruz@pjud.cl) su casilla de correo electrónico y teléfono para ser contactados y recibir el link con la invitación al remate, todo ello hasta las 12:00 horas del día hábil anterior a la fecha fijada para el remate, que no sea sábado. Demás bases y antecedentes, autos Rol C-105-2025, caratulados ‘Banco de Chile/Sepúlveda’, ejecutivo, cobro ejecutivo de mutuo. Secretaria (s). bbox=[971, 152, 1173, 804]
ad-title: REMATE JUDICIAL VIERNES 06 bbox=[333, 1545, 505, 1558]
classified-ad bbox=[972, 1293, 1173, 2213]
section-header bbox=[121, 113, 322, 146]
section-number: 1616 bbox=[1397, 115, 1454, 145]
classified-ad bbox=[1397, 152, 1598, 958]
